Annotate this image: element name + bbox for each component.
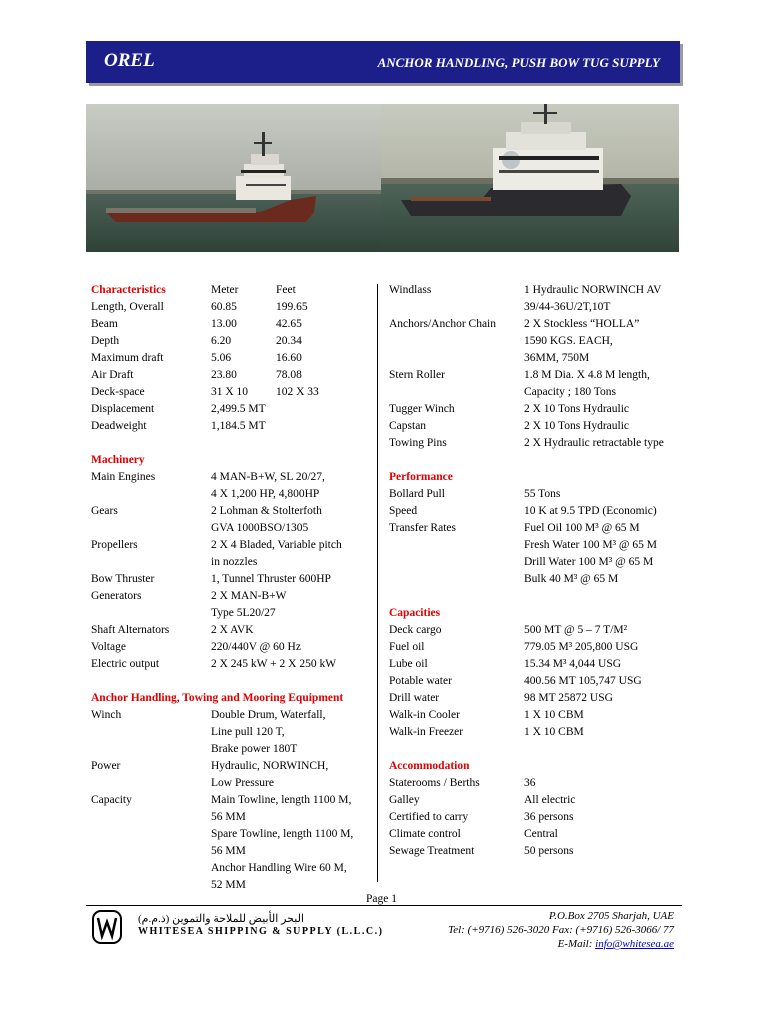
spec-label: Bow Thruster — [91, 573, 155, 585]
spec-value: GVA 1000BSO/1305 — [211, 522, 309, 534]
email-label: E-Mail: — [557, 938, 596, 950]
spec-value: 98 MT 25872 USG — [524, 692, 613, 704]
spec-label: Winch — [91, 709, 122, 721]
spec-label: Transfer Rates — [389, 522, 456, 534]
spec-label: Generators — [91, 590, 142, 602]
vessel-photo-bow — [381, 104, 679, 252]
spec-value: Capacity ; 180 Tons — [524, 386, 616, 398]
spec-label: Power — [91, 760, 121, 772]
spec-value: in nozzles — [211, 556, 258, 568]
spec-label: Bollard Pull — [389, 488, 445, 500]
spec-value-feet: 20.34 — [276, 335, 302, 347]
spec-value: 36 persons — [524, 811, 574, 823]
spec-value-feet: 199.65 — [276, 301, 308, 313]
spec-value: 4 X 1,200 HP, 4,800HP — [211, 488, 320, 500]
tel-fax: Tel: (+9716) 526-3020 Fax: (+9716) 526-3066/ 77 — [448, 924, 674, 936]
vessel-photo-side — [86, 104, 381, 252]
spec-value-feet: 78.08 — [276, 369, 302, 381]
spec-label: Deadweight — [91, 420, 147, 432]
spec-value: 36 — [524, 777, 536, 789]
spec-value: Main Towline, length 1100 M, — [211, 794, 352, 806]
section-heading: Anchor Handling, Towing and Mooring Equipment — [91, 692, 344, 704]
spec-value: 39/44-36U/2T,10T — [524, 301, 611, 313]
spec-value: Bulk 40 M³ @ 65 M — [524, 573, 619, 585]
spec-label: Capacity — [91, 794, 132, 806]
spec-label: Lube oil — [389, 658, 428, 670]
spec-value: 2 X 10 Tons Hydraulic — [524, 420, 630, 432]
spec-value: 2 X Hydraulic retractable type — [524, 437, 664, 449]
unit-header: Feet — [276, 284, 296, 296]
spec-value: 50 persons — [524, 845, 574, 857]
spec-value: 10 K at 9.5 TPD (Economic) — [524, 505, 657, 517]
vessel-name: OREL — [104, 50, 155, 71]
spec-value: 2 X 245 kW + 2 X 250 kW — [211, 658, 337, 670]
spec-value: Anchor Handling Wire 60 M, — [211, 862, 347, 874]
section-heading: Machinery — [91, 454, 145, 466]
spec-label: Drill water — [389, 692, 440, 704]
spec-value: 31 X 10 — [211, 386, 249, 398]
spec-value: 2,499.5 MT — [211, 403, 266, 415]
spec-value: Double Drum, Waterfall, — [211, 709, 326, 721]
spec-label: Depth — [91, 335, 120, 347]
spec-value-feet: 102 X 33 — [276, 386, 319, 398]
spec-value: 13.00 — [211, 318, 237, 330]
spec-value: 1 Hydraulic NORWINCH AV — [524, 284, 662, 296]
spec-value: Drill Water 100 M³ @ 65 M — [524, 556, 654, 568]
column-divider — [377, 284, 378, 882]
spec-label: Galley — [389, 794, 420, 806]
spec-value: 1,184.5 MT — [211, 420, 266, 432]
spec-value: Brake power 180T — [211, 743, 298, 755]
spec-value: 400.56 MT 105,747 USG — [524, 675, 642, 687]
spec-value: 2 X AVK — [211, 624, 254, 636]
spec-label: Towing Pins — [389, 437, 447, 449]
spec-value: 220/440V @ 60 Hz — [211, 641, 301, 653]
email-line — [448, 937, 674, 951]
spec-label: Electric output — [91, 658, 160, 670]
spec-value: 1.8 M Dia. X 4.8 M length, — [524, 369, 650, 381]
spec-value: 15.34 M³ 4,044 USG — [524, 658, 622, 670]
spec-label: Deck-space — [91, 386, 145, 398]
spec-label: Anchors/Anchor Chain — [389, 318, 496, 330]
title-banner — [86, 41, 680, 83]
spec-value: 1 X 10 CBM — [524, 726, 584, 738]
spec-value: 60.85 — [211, 301, 237, 313]
spec-label: Fuel oil — [389, 641, 425, 653]
spec-label: Walk-in Freezer — [389, 726, 464, 738]
contact-block — [448, 909, 674, 951]
spec-label: Beam — [91, 318, 118, 330]
page-number: Page 1 — [366, 893, 397, 905]
spec-value: 52 MM — [211, 879, 246, 891]
section-heading: Capacities — [389, 607, 441, 619]
spec-value: 2 X 10 Tons Hydraulic — [524, 403, 630, 415]
spec-value: 779.05 M³ 205,800 USG — [524, 641, 639, 653]
spec-label: Staterooms / Berths — [389, 777, 480, 789]
vessel-type: ANCHOR HANDLING, PUSH BOW TUG SUPPLY — [377, 55, 660, 70]
spec-label: Capstan — [389, 420, 427, 432]
spec-label: Displacement — [91, 403, 155, 415]
email-link[interactable]: info@whitesea.ae — [595, 938, 674, 950]
spec-label: Main Engines — [91, 471, 156, 483]
footer-rule — [86, 905, 682, 906]
spec-label: Deck cargo — [389, 624, 442, 636]
spec-value: 2 X MAN-B+W — [211, 590, 287, 602]
spec-label: Sewage Treatment — [389, 845, 475, 857]
section-heading: Performance — [389, 471, 453, 483]
spec-label: Maximum draft — [91, 352, 164, 364]
spec-value: 55 Tons — [524, 488, 561, 500]
spec-label: Voltage — [91, 641, 126, 653]
spec-label: Windlass — [389, 284, 432, 296]
unit-header: Meter — [211, 284, 239, 296]
company-logo — [92, 910, 122, 944]
spec-value: Hydraulic, NORWINCH, — [211, 760, 329, 772]
spec-value: 4 MAN-B+W, SL 20/27, — [211, 471, 325, 483]
spec-value: Type 5L20/27 — [211, 607, 276, 619]
spec-value: 2 Lohman & Stolterfoth — [211, 505, 322, 517]
spec-label: Shaft Alternators — [91, 624, 170, 636]
spec-value: Central — [524, 828, 558, 840]
spec-value: 6.20 — [211, 335, 232, 347]
spec-label: Tugger Winch — [389, 403, 455, 415]
spec-value: 2 X 4 Bladed, Variable pitch — [211, 539, 342, 551]
section-heading: Accommodation — [389, 760, 470, 772]
spec-value-feet: 16.60 — [276, 352, 302, 364]
spec-label: Air Draft — [91, 369, 134, 381]
spec-label: Stern Roller — [389, 369, 445, 381]
spec-value: 1590 KGS. EACH, — [524, 335, 613, 347]
spec-value-feet: 42.65 — [276, 318, 302, 330]
spec-label: Walk-in Cooler — [389, 709, 460, 721]
spec-value: Fresh Water 100 M³ @ 65 M — [524, 539, 658, 551]
spec-label: Propellers — [91, 539, 138, 551]
spec-value: 1, Tunnel Thruster 600HP — [211, 573, 331, 585]
spec-label: Speed — [389, 505, 418, 517]
spec-value: 2 X Stockless “HOLLA” — [524, 318, 640, 330]
spec-value: Fuel Oil 100 M³ @ 65 M — [524, 522, 640, 534]
spec-value: Low Pressure — [211, 777, 274, 789]
company-name: WHITESEA SHIPPING & SUPPLY (L.L.C.) — [138, 926, 384, 937]
spec-value: 5.06 — [211, 352, 232, 364]
address: P.O.Box 2705 Sharjah, UAE — [548, 910, 674, 922]
section-heading: Characteristics — [91, 284, 166, 296]
company-name-arabic: البحر الأبيض للملاحة والتموين (ذ.م.م) — [138, 913, 304, 925]
spec-value: 56 MM — [211, 845, 246, 857]
spec-value: Line pull 120 T, — [211, 726, 285, 738]
spec-value: 36MM, 750M — [524, 352, 590, 364]
spec-label: Gears — [91, 505, 118, 517]
spec-value: Spare Towline, length 1100 M, — [211, 828, 354, 840]
spec-value: 1 X 10 CBM — [524, 709, 584, 721]
spec-label: Certified to carry — [389, 811, 469, 823]
spec-label: Length, Overall — [91, 301, 164, 313]
spec-value: 56 MM — [211, 811, 246, 823]
spec-value: 23.80 — [211, 369, 237, 381]
spec-label: Potable water — [389, 675, 452, 687]
spec-value: 500 MT @ 5 – 7 T/M² — [524, 624, 628, 636]
spec-label: Climate control — [389, 828, 461, 840]
spec-value: All electric — [524, 794, 576, 806]
